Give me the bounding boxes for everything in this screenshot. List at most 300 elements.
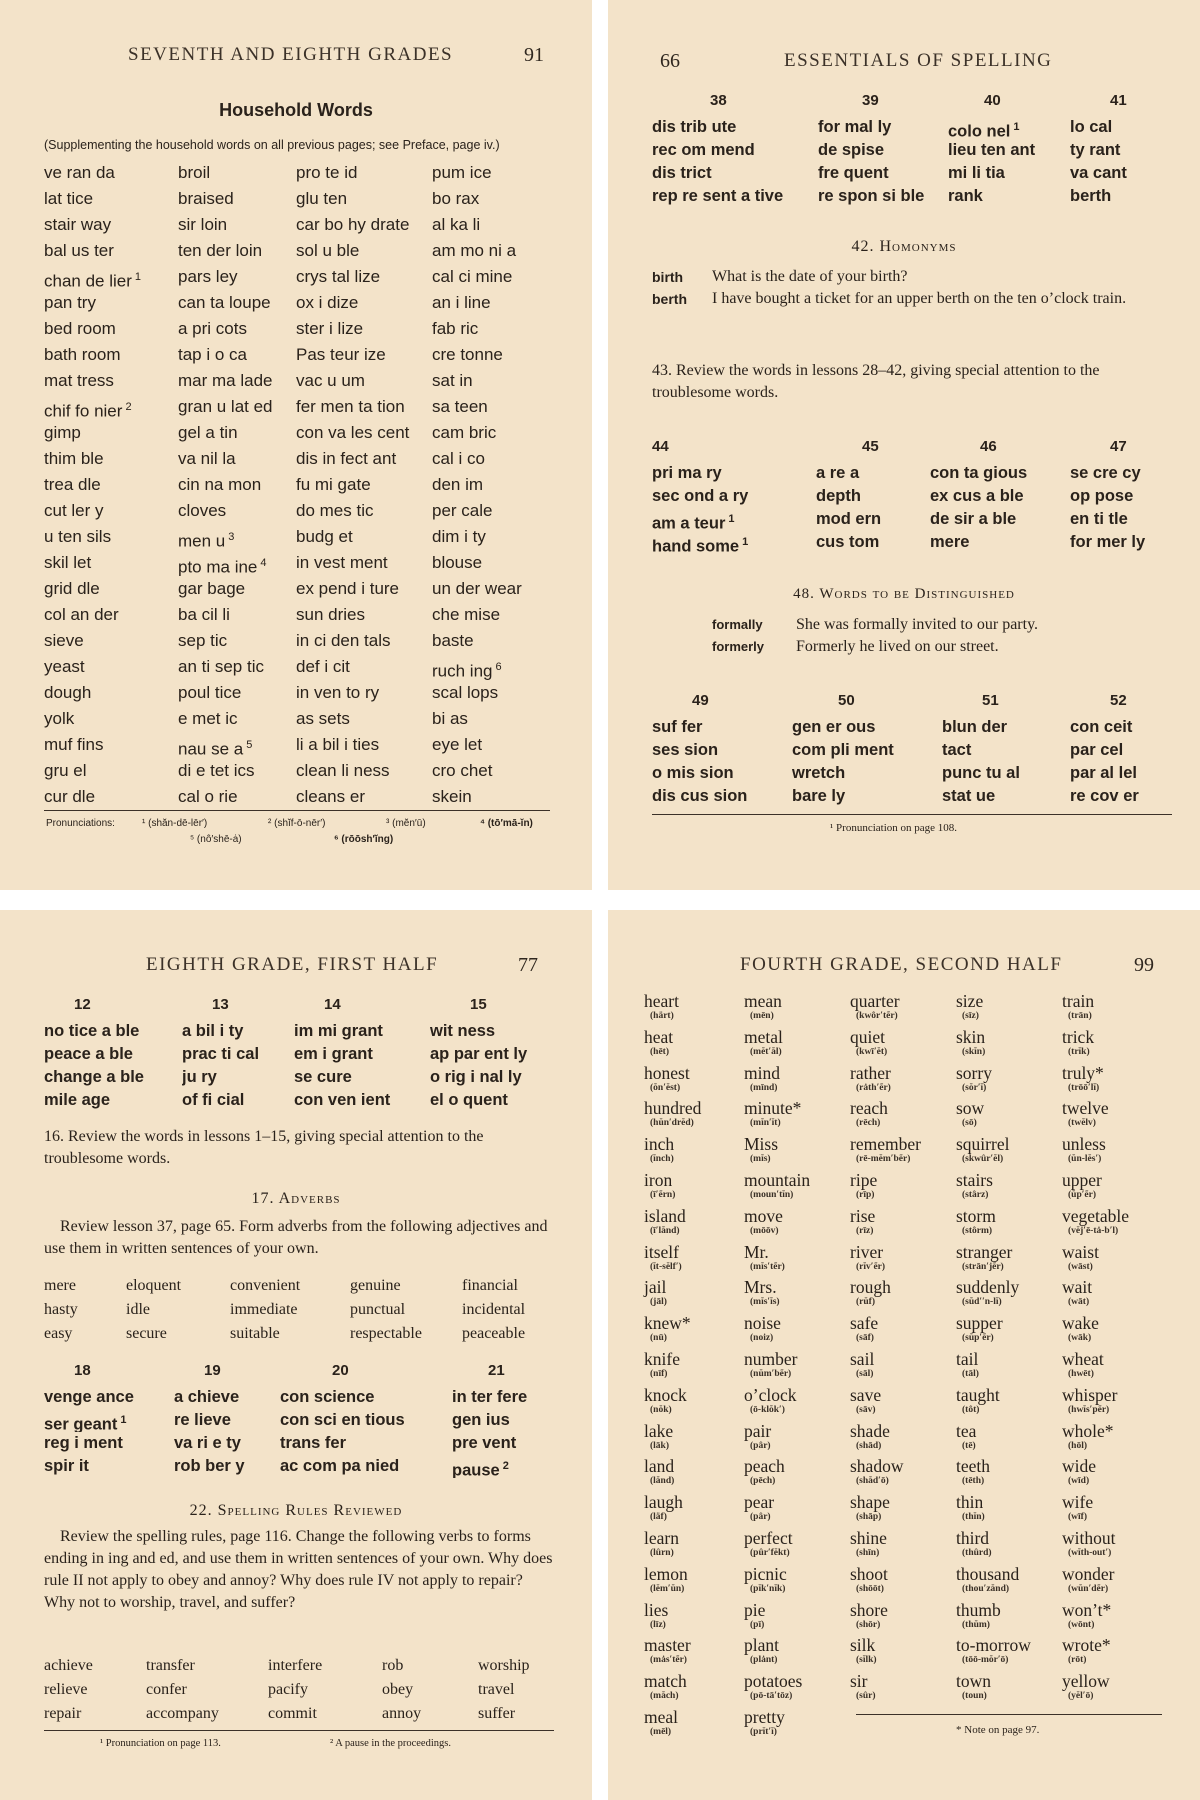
entry-pronunciation: (shăd′ō)	[856, 1476, 889, 1487]
word-text: com pli ment	[792, 741, 894, 759]
entry-pronunciation: (rȧth′ẽr)	[856, 1082, 891, 1093]
pronunciation-entry	[850, 1028, 887, 1058]
word-cell	[432, 394, 552, 420]
entry-word: stranger	[956, 1241, 1013, 1262]
word-text: ox i dize	[296, 293, 359, 312]
entry-pronunciation: (pûr′fĕkt)	[750, 1548, 790, 1558]
word-text: cal o rie	[178, 787, 238, 806]
word-row	[44, 628, 552, 654]
word-cell	[430, 1043, 550, 1066]
pronunciation-entry	[744, 1457, 785, 1487]
pronunciation-entry	[1062, 1422, 1114, 1452]
pronunciation-entry	[1062, 1243, 1099, 1273]
word-text: a bil i ty	[182, 1022, 244, 1040]
word-cell	[432, 576, 552, 602]
word-cell	[178, 758, 296, 784]
pronunciation-entry	[850, 1672, 876, 1702]
word-text: cal ci mine	[432, 267, 513, 286]
word-text: ap par ent ly	[430, 1045, 528, 1063]
word-row	[652, 185, 1174, 208]
word-row	[44, 1654, 568, 1678]
entry-word: peach	[744, 1456, 785, 1477]
entry-word: shape	[850, 1492, 890, 1513]
word-row	[44, 524, 552, 550]
word-cell	[44, 342, 178, 368]
word-row	[652, 162, 1174, 185]
entry-pronunciation: (ĭt-sĕlf′)	[650, 1261, 682, 1272]
entry-pronunciation: (rŭf)	[856, 1297, 875, 1308]
pronunciation-entry	[644, 1064, 690, 1094]
entry-word: mind	[744, 1062, 780, 1083]
pronunciation-entry	[956, 1099, 984, 1129]
footnote: ¹ Pronunciation on page 108.	[830, 822, 958, 834]
entry-word: wake	[1062, 1313, 1099, 1334]
word-text: che mise	[432, 605, 501, 624]
entry-word: sir	[850, 1671, 868, 1692]
lesson-number: 47	[1110, 438, 1127, 455]
word-text: as sets	[296, 709, 350, 728]
word-text: stair way	[44, 215, 112, 234]
word-cell	[178, 706, 296, 732]
entry-word: noise	[744, 1313, 781, 1334]
entry-word: thousand	[956, 1563, 1020, 1584]
entry-word: unless	[1062, 1134, 1106, 1155]
pronunciation-entry	[744, 1099, 801, 1129]
word-text: eye let	[432, 735, 483, 754]
entry-pronunciation: (măch)	[650, 1691, 679, 1702]
word-text: con va les cent	[296, 423, 410, 442]
running-head: ESSENTIALS OF SPELLING	[784, 50, 1053, 71]
word-cell	[452, 1432, 556, 1455]
word-text: va nil la	[178, 449, 236, 468]
word-cell	[178, 420, 296, 446]
word-text: in vest ment	[296, 553, 388, 572]
word-text: punc tu al	[942, 764, 1020, 782]
pronunciation-entry	[1062, 1457, 1096, 1487]
entry-pronunciation: (stôrm)	[962, 1225, 993, 1236]
word-row	[44, 238, 552, 264]
word-row	[44, 706, 552, 732]
pronunciation-entry	[850, 1099, 888, 1129]
word-cell	[652, 162, 818, 185]
word-text: vac u um	[296, 371, 365, 390]
word-cell	[1070, 139, 1174, 162]
word-text: budg et	[296, 527, 353, 546]
pronunciation-entry	[744, 1350, 797, 1380]
word-cell	[818, 116, 948, 139]
entry-pronunciation: (mēl)	[650, 1727, 672, 1737]
pronunciation-entry	[744, 992, 782, 1022]
entry-pronunciation: (skwûr′ĕl)	[962, 1154, 1004, 1165]
word-cell	[792, 762, 942, 785]
word-cell	[432, 602, 552, 628]
pronunciation-entry	[850, 1243, 885, 1273]
word-cell	[942, 785, 1070, 808]
word-text: spir it	[44, 1457, 89, 1475]
homonym-word: birth	[652, 269, 684, 285]
word-text: in ci den tals	[296, 631, 391, 650]
word-cell	[44, 368, 178, 394]
entry-word: wide	[1062, 1456, 1097, 1477]
word-cell	[296, 420, 432, 446]
entry-word: hundred	[644, 1098, 702, 1119]
entry-pronunciation: (härt)	[650, 1011, 674, 1021]
word-text: dis in fect ant	[296, 449, 397, 468]
entry-word: ripe	[850, 1170, 878, 1190]
word-row	[652, 462, 1174, 485]
pronunciation-entry	[850, 1422, 890, 1452]
word-cell	[296, 784, 432, 810]
word-cell	[182, 1043, 294, 1066]
word-text: skil let	[44, 553, 92, 572]
distinguished-word: formally	[712, 617, 763, 632]
word-cell	[296, 524, 432, 550]
entry-word: sail	[850, 1349, 875, 1369]
homonym-row	[652, 288, 1176, 310]
page-number: 91	[524, 44, 544, 66]
pronunciation-entry	[956, 1529, 992, 1559]
entry-pronunciation: (sĭlk)	[856, 1655, 877, 1666]
word-text: poul tice	[178, 683, 242, 702]
word-cell	[432, 472, 552, 498]
footnote-ref: 1	[742, 536, 749, 548]
entry-word: stairs	[956, 1170, 993, 1190]
entry-word: wheat	[1062, 1349, 1104, 1369]
word-row	[44, 1089, 550, 1112]
word-cell	[296, 472, 432, 498]
pronunciation-entry	[644, 1171, 675, 1201]
lesson-block-18-21	[44, 1362, 556, 1478]
word-cell	[296, 212, 432, 238]
word-cell	[652, 462, 816, 485]
entry-word: tail	[956, 1349, 979, 1369]
word-text: Pas teur ize	[296, 345, 386, 364]
word-text: blouse	[432, 553, 483, 572]
pronunciation-entry	[956, 1493, 985, 1523]
lesson-number: 50	[838, 692, 855, 709]
word-text: rob ber y	[174, 1457, 245, 1475]
entry-pronunciation: (wīf)	[1068, 1512, 1087, 1523]
rules-instructions: Review the spelling rules, page 116. Change the following verbs to forms ending in ing and ed, and use them in written sentences of your own. Why does rule II not apply to obey and annoy? Why does rule IV not apply to repair? Why not to worship, travel, and suffer?	[44, 1528, 553, 1611]
word-cell: suitable	[230, 1325, 280, 1342]
running-head: FOURTH GRADE, SECOND HALF	[740, 954, 1063, 975]
entry-word: safe	[850, 1313, 879, 1334]
word-row	[44, 1020, 550, 1043]
entry-pronunciation: (mĭs′tẽr)	[750, 1261, 785, 1272]
word-row	[44, 1678, 568, 1702]
word-cell	[44, 1043, 182, 1066]
entry-pronunciation: (tôt)	[962, 1404, 980, 1415]
word-cell	[178, 368, 296, 394]
word-cell	[178, 654, 296, 680]
pronunciation-entry	[956, 1278, 1019, 1308]
word-text: mar ma lade	[178, 371, 273, 390]
entry-pronunciation: (ī′lănd)	[650, 1225, 680, 1236]
lesson-words	[652, 462, 1174, 554]
word-text: cin na mon	[178, 475, 262, 494]
pronunciation-entry	[850, 1493, 890, 1523]
word-text: ba cil li	[178, 605, 230, 624]
word-text: cloves	[178, 501, 227, 520]
word-cell: rob	[382, 1657, 404, 1674]
word-cell	[430, 1066, 550, 1089]
entry-word: shadow	[850, 1456, 904, 1477]
word-cell: interfere	[268, 1657, 323, 1674]
word-row	[44, 368, 552, 394]
word-cell	[432, 368, 552, 394]
entry-word: match	[644, 1671, 687, 1692]
word-text: lo cal	[1070, 118, 1113, 136]
entry-word: whisper	[1062, 1384, 1118, 1405]
entry-pronunciation: (rēch)	[856, 1118, 881, 1129]
word-text: gen ius	[452, 1411, 510, 1429]
entry-pronunciation: (līz)	[650, 1619, 666, 1630]
word-cell	[432, 264, 552, 290]
lesson-number: 38	[710, 92, 727, 109]
word-cell	[942, 739, 1070, 762]
word-cell	[178, 394, 296, 420]
entry-pronunciation: (hēt)	[650, 1046, 669, 1057]
word-cell	[792, 785, 942, 808]
word-text: pri ma ry	[652, 464, 722, 482]
pronunciation-entry	[956, 1207, 996, 1237]
word-cell	[816, 508, 930, 531]
entry-word: rough	[850, 1277, 891, 1298]
word-cell	[44, 420, 178, 446]
pronunciation-entry	[1062, 1064, 1104, 1094]
word-cell	[44, 1409, 174, 1432]
word-text: con science	[280, 1388, 375, 1406]
entry-pronunciation: (shīn)	[856, 1548, 880, 1558]
entry-pronunciation: (wīd)	[1068, 1476, 1090, 1487]
entry-word: knock	[644, 1384, 687, 1405]
word-text: wit ness	[430, 1022, 496, 1040]
pronunciation-entry	[744, 1565, 787, 1595]
word-cell: relieve	[44, 1681, 88, 1698]
word-cell	[44, 1066, 182, 1089]
word-cell	[652, 762, 792, 785]
word-cell	[432, 420, 552, 446]
word-row	[44, 576, 552, 602]
pronunciation-entry	[1062, 1350, 1104, 1380]
word-cell	[432, 342, 552, 368]
pronunciation-entry	[850, 1278, 891, 1308]
footnote: ⁵ (nô′shē-ȧ)	[190, 834, 242, 845]
entry-pronunciation: (sŏr′ĭ)	[962, 1082, 987, 1093]
word-cell	[816, 485, 930, 508]
word-text: a re a	[816, 464, 860, 482]
word-cell	[296, 342, 432, 368]
entry-word: picnic	[744, 1563, 787, 1584]
word-cell: repair	[44, 1705, 82, 1722]
entry-pronunciation: (mĭn′ĭt)	[750, 1118, 781, 1129]
word-text: of fi cial	[182, 1091, 245, 1109]
pronunciation-entry	[956, 1457, 990, 1487]
word-cell	[294, 1020, 430, 1043]
entry-pronunciation: (sō)	[962, 1118, 977, 1129]
word-cell	[432, 758, 552, 784]
entry-pronunciation: (nŭm′bẽr)	[750, 1369, 792, 1379]
footnote-rule	[652, 814, 1172, 815]
word-text: grid dle	[44, 579, 100, 598]
word-cell	[652, 485, 816, 508]
word-text: pro te id	[296, 163, 358, 182]
word-text: en ti tle	[1070, 510, 1128, 528]
word-text: rec om mend	[652, 141, 755, 159]
entry-pronunciation: (mēn)	[750, 1011, 774, 1021]
word-cell	[432, 290, 552, 316]
pronunciation-entry	[644, 1457, 674, 1487]
pronunciation-entry	[850, 1314, 878, 1344]
word-cell	[178, 472, 296, 498]
entry-word: shine	[850, 1528, 887, 1548]
pronunciation-entry	[956, 1135, 1009, 1165]
review-16: 16. Review the words in lessons 1–15, giving special attention to the troublesome words.	[44, 1128, 484, 1167]
homonyms-list	[652, 266, 1176, 310]
word-cell	[178, 576, 296, 602]
word-row	[44, 1409, 556, 1432]
word-text: pre vent	[452, 1434, 517, 1452]
word-cell	[178, 498, 296, 524]
word-text: suf fer	[652, 718, 703, 736]
footnote-ref: 1	[134, 271, 142, 283]
entry-pronunciation: (tōō-mŏr′ō)	[962, 1655, 1009, 1666]
pronunciation-entry	[644, 1278, 667, 1308]
entry-word: minute*	[744, 1098, 802, 1119]
word-text: sun dries	[296, 605, 365, 624]
word-text: ac com pa nied	[280, 1457, 400, 1475]
pronunciation-entry	[956, 1565, 1019, 1595]
pronunciation-entry	[956, 1601, 1001, 1631]
pronunciation-entry	[956, 1422, 976, 1452]
word-cell: idle	[126, 1301, 150, 1318]
pronunciation-columns	[608, 910, 1200, 1800]
entry-pronunciation: (hwēt)	[1068, 1369, 1094, 1379]
entry-word: pair	[744, 1420, 772, 1441]
entry-pronunciation: (wĭth-out′)	[1068, 1548, 1112, 1558]
word-row	[44, 1432, 556, 1455]
word-text: prac ti cal	[182, 1045, 260, 1063]
entry-pronunciation: (hŭn′drĕd)	[650, 1118, 694, 1129]
word-cell	[1070, 116, 1174, 139]
entry-pronunciation: (shāp)	[856, 1512, 882, 1523]
word-cell	[178, 212, 296, 238]
entry-pronunciation: (lĕm′ŭn)	[650, 1583, 685, 1594]
entry-pronunciation: (wāk)	[1068, 1333, 1092, 1344]
entry-pronunciation: (lûrn)	[650, 1548, 674, 1558]
pronunciation-entry	[644, 1601, 668, 1631]
pronunciation-entry	[744, 1207, 783, 1237]
footnote-rule	[44, 1730, 554, 1731]
word-text: colo nel	[948, 122, 1011, 139]
pronunciation-entry	[850, 1171, 877, 1201]
word-text: par cel	[1070, 741, 1124, 759]
entry-pronunciation: (wōnt)	[1068, 1619, 1095, 1630]
word-cell	[296, 316, 432, 342]
entry-pronunciation: (sāf)	[856, 1333, 874, 1344]
word-cell	[652, 739, 792, 762]
word-text: thim ble	[44, 449, 104, 468]
word-cell	[930, 531, 1070, 554]
entry-pronunciation: (rĭv′ẽr)	[856, 1261, 886, 1272]
entry-pronunciation: (thou′zănd)	[962, 1583, 1010, 1594]
entry-pronunciation: (moun′tĭn)	[750, 1190, 794, 1200]
entry-pronunciation: (kwôr′tẽr)	[856, 1011, 898, 1021]
entry-word: shoot	[850, 1563, 888, 1584]
word-row	[44, 420, 552, 446]
word-cell	[44, 732, 178, 758]
entry-pronunciation: (kwī′ĕt)	[856, 1046, 888, 1057]
pronunciation-entry	[1062, 1493, 1093, 1523]
word-row	[44, 1043, 550, 1066]
word-cell	[44, 498, 178, 524]
entry-word: teeth	[956, 1456, 991, 1477]
footnote: ³ (mĕn′ū)	[386, 818, 426, 829]
entry-pronunciation: (sāl)	[856, 1369, 874, 1379]
word-cell	[930, 485, 1070, 508]
entry-word: island	[644, 1205, 686, 1226]
word-cell	[452, 1386, 556, 1409]
entry-word: reach	[850, 1098, 888, 1119]
word-cell	[44, 264, 178, 290]
pronunciation-entry	[850, 1350, 874, 1380]
word-cell	[294, 1089, 430, 1112]
entry-pronunciation: (thûrd)	[962, 1548, 992, 1558]
word-cell	[296, 498, 432, 524]
word-text: dis trict	[652, 164, 712, 182]
word-row	[44, 1322, 552, 1346]
lesson-number: 44	[652, 438, 669, 455]
word-cell	[44, 186, 178, 212]
pronunciation-entry	[744, 1601, 765, 1631]
word-text: bath room	[44, 345, 121, 364]
entry-word: supper	[956, 1313, 1003, 1334]
word-row	[44, 1066, 550, 1089]
word-cell	[452, 1455, 556, 1478]
word-text: depth	[816, 487, 861, 505]
page-66	[608, 0, 1200, 890]
entry-pronunciation: (shōōt)	[856, 1583, 884, 1594]
entry-word: sorry	[956, 1062, 992, 1083]
entry-word: rise	[850, 1205, 876, 1226]
word-row	[44, 342, 552, 368]
word-cell	[296, 732, 432, 758]
pronunciation-entry	[956, 1386, 1000, 1416]
word-cell	[178, 732, 296, 758]
entry-pronunciation: (thŭm)	[962, 1619, 990, 1630]
word-row	[44, 732, 552, 758]
entry-word: pie	[744, 1599, 766, 1620]
pronunciation-entry	[1062, 1207, 1129, 1237]
word-text: lieu ten ant	[948, 141, 1036, 159]
word-text: re cov er	[1070, 787, 1139, 805]
word-text: can ta loupe	[178, 293, 271, 312]
word-cell	[652, 508, 816, 531]
entry-word: silk	[850, 1635, 876, 1656]
word-text: gel a tin	[178, 423, 238, 442]
word-text: mere	[930, 533, 970, 551]
entry-pronunciation: (läf)	[650, 1512, 667, 1523]
word-text: cur dle	[44, 787, 96, 806]
word-row	[44, 472, 552, 498]
lesson-number: 15	[470, 996, 487, 1013]
pronunciation-entry	[1062, 1135, 1106, 1165]
pronunciation-entry	[644, 1135, 674, 1165]
entry-word: Miss	[744, 1134, 779, 1155]
word-text: no tice a ble	[44, 1022, 140, 1040]
pronunciation-entry	[956, 1314, 1003, 1344]
word-text: in ven to ry	[296, 683, 380, 702]
